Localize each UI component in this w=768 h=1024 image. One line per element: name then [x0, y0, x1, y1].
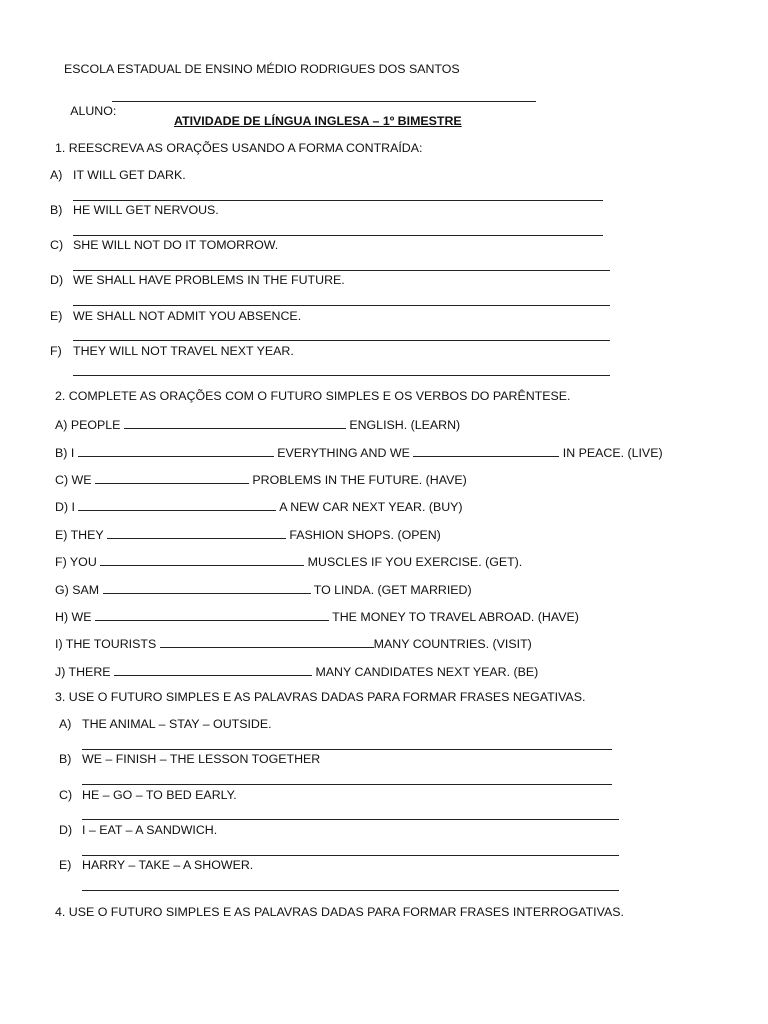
- item-text: HE WILL GET NERVOUS.: [73, 203, 219, 217]
- answer-line[interactable]: [73, 305, 610, 306]
- item-prefix: I) THE TOURISTS: [55, 637, 157, 651]
- school-name: ESCOLA ESTADUAL DE ENSINO MÉDIO RODRIGUES DOS SANTOS: [64, 62, 460, 76]
- item-text: SHE WILL NOT DO IT TOMORROW.: [73, 238, 279, 252]
- answer-blank[interactable]: [413, 444, 559, 457]
- answer-line[interactable]: [73, 270, 610, 271]
- list-item: [50, 273, 345, 288]
- item-suffix: THE MONEY TO TRAVEL ABROAD. (HAVE): [332, 610, 579, 624]
- item-suffix: A NEW CAR NEXT YEAR. (BUY): [279, 500, 463, 514]
- item-marker: E): [50, 309, 63, 323]
- list-item: [55, 635, 532, 652]
- item-marker: B): [50, 203, 63, 217]
- item-text: WE SHALL HAVE PROBLEMS IN THE FUTURE.: [73, 273, 345, 287]
- item-suffix: MANY COUNTRIES. (VISIT): [373, 637, 532, 651]
- answer-blank[interactable]: [95, 471, 249, 484]
- section-2-heading: 2. COMPLETE AS ORAÇÕES COM O FUTURO SIMPLES E OS VERBOS DO PARÊNTESE.: [55, 389, 571, 403]
- answer-line[interactable]: [82, 784, 612, 785]
- item-middle: EVERYTHING AND WE: [277, 446, 410, 460]
- item-marker: F): [50, 344, 62, 358]
- item-marker: A): [50, 168, 63, 182]
- list-item: [55, 444, 663, 461]
- list-item: [59, 823, 217, 838]
- section-3-heading: 3. USE O FUTURO SIMPLES E AS PALAVRAS DADAS PARA FORMAR FRASES NEGATIVAS.: [55, 690, 586, 704]
- list-item: [55, 498, 463, 515]
- answer-blank[interactable]: [114, 663, 312, 676]
- answer-blank[interactable]: [78, 444, 274, 457]
- item-prefix: A) PEOPLE: [55, 418, 121, 432]
- list-item: [55, 581, 472, 598]
- item-text: THEY WILL NOT TRAVEL NEXT YEAR.: [73, 344, 294, 358]
- page-title: ATIVIDADE DE LÍNGUA INGLESA – 1º BIMESTRE: [174, 114, 462, 128]
- answer-blank[interactable]: [124, 416, 346, 429]
- list-item: [50, 238, 278, 253]
- list-item: [59, 752, 320, 767]
- item-text: HE – GO – TO BED EARLY.: [82, 788, 237, 802]
- answer-blank[interactable]: [100, 553, 304, 566]
- answer-blank[interactable]: [160, 635, 374, 648]
- item-marker: B): [59, 752, 72, 766]
- item-text: THE ANIMAL – STAY – OUTSIDE.: [82, 717, 272, 731]
- item-marker: A): [59, 717, 72, 731]
- item-prefix: H) WE: [55, 610, 92, 624]
- item-prefix: D) I: [55, 500, 75, 514]
- item-suffix: PROBLEMS IN THE FUTURE. (HAVE): [252, 473, 467, 487]
- item-prefix: B) I: [55, 446, 75, 460]
- student-name-field[interactable]: [112, 101, 536, 102]
- answer-line[interactable]: [82, 819, 619, 820]
- item-prefix: C) WE: [55, 473, 92, 487]
- answer-line[interactable]: [73, 235, 603, 236]
- answer-blank[interactable]: [103, 581, 311, 594]
- item-text: I – EAT – A SANDWICH.: [82, 823, 218, 837]
- item-suffix: FASHION SHOPS. (OPEN): [289, 528, 441, 542]
- list-item: [55, 608, 579, 625]
- answer-line[interactable]: [73, 340, 610, 341]
- item-prefix: J) THERE: [55, 665, 111, 679]
- item-marker: D): [50, 273, 64, 287]
- item-text: WE SHALL NOT ADMIT YOU ABSENCE.: [73, 309, 302, 323]
- item-suffix: MUSCLES IF YOU EXERCISE. (GET).: [307, 555, 523, 569]
- answer-line[interactable]: [82, 749, 612, 750]
- answer-blank[interactable]: [107, 526, 286, 539]
- answer-line[interactable]: [73, 200, 603, 201]
- item-text: IT WILL GET DARK.: [73, 168, 186, 182]
- item-marker: C): [50, 238, 64, 252]
- item-text: HARRY – TAKE – A SHOWER.: [82, 858, 254, 872]
- item-marker: C): [59, 788, 73, 802]
- answer-line[interactable]: [82, 890, 619, 891]
- answer-line[interactable]: [82, 855, 619, 856]
- list-item: [59, 717, 272, 732]
- student-label: ALUNO:: [70, 104, 117, 118]
- list-item: [59, 858, 253, 873]
- list-item: [55, 416, 460, 433]
- student-name-line: [64, 89, 116, 119]
- section-1-heading: 1. REESCREVA AS ORAÇÕES USANDO A FORMA CONTRAÍDA:: [55, 141, 423, 155]
- item-suffix: TO LINDA. (GET MARRIED): [313, 583, 472, 597]
- list-item: [50, 203, 219, 218]
- item-suffix: ENGLISH. (LEARN): [349, 418, 461, 432]
- list-item: [55, 471, 467, 488]
- item-suffix: MANY CANDIDATES NEXT YEAR. (BE): [315, 665, 539, 679]
- item-prefix: E) THEY: [55, 528, 104, 542]
- item-suffix: IN PEACE. (LIVE): [562, 446, 663, 460]
- answer-line[interactable]: [73, 375, 610, 376]
- list-item: [55, 553, 522, 570]
- answer-blank[interactable]: [95, 608, 329, 621]
- item-marker: E): [59, 858, 72, 872]
- answer-blank[interactable]: [78, 498, 276, 511]
- list-item: [55, 526, 441, 543]
- list-item: [50, 309, 301, 324]
- list-item: [55, 663, 538, 680]
- item-marker: D): [59, 823, 73, 837]
- item-prefix: F) YOU: [55, 555, 97, 569]
- section-4-heading: 4. USE O FUTURO SIMPLES E AS PALAVRAS DADAS PARA FORMAR FRASES INTERROGATIVAS.: [55, 905, 624, 919]
- list-item: [59, 788, 237, 803]
- list-item: [50, 344, 294, 359]
- item-prefix: G) SAM: [55, 583, 100, 597]
- item-text: WE – FINISH – THE LESSON TOGETHER: [82, 752, 321, 766]
- list-item: [50, 168, 186, 183]
